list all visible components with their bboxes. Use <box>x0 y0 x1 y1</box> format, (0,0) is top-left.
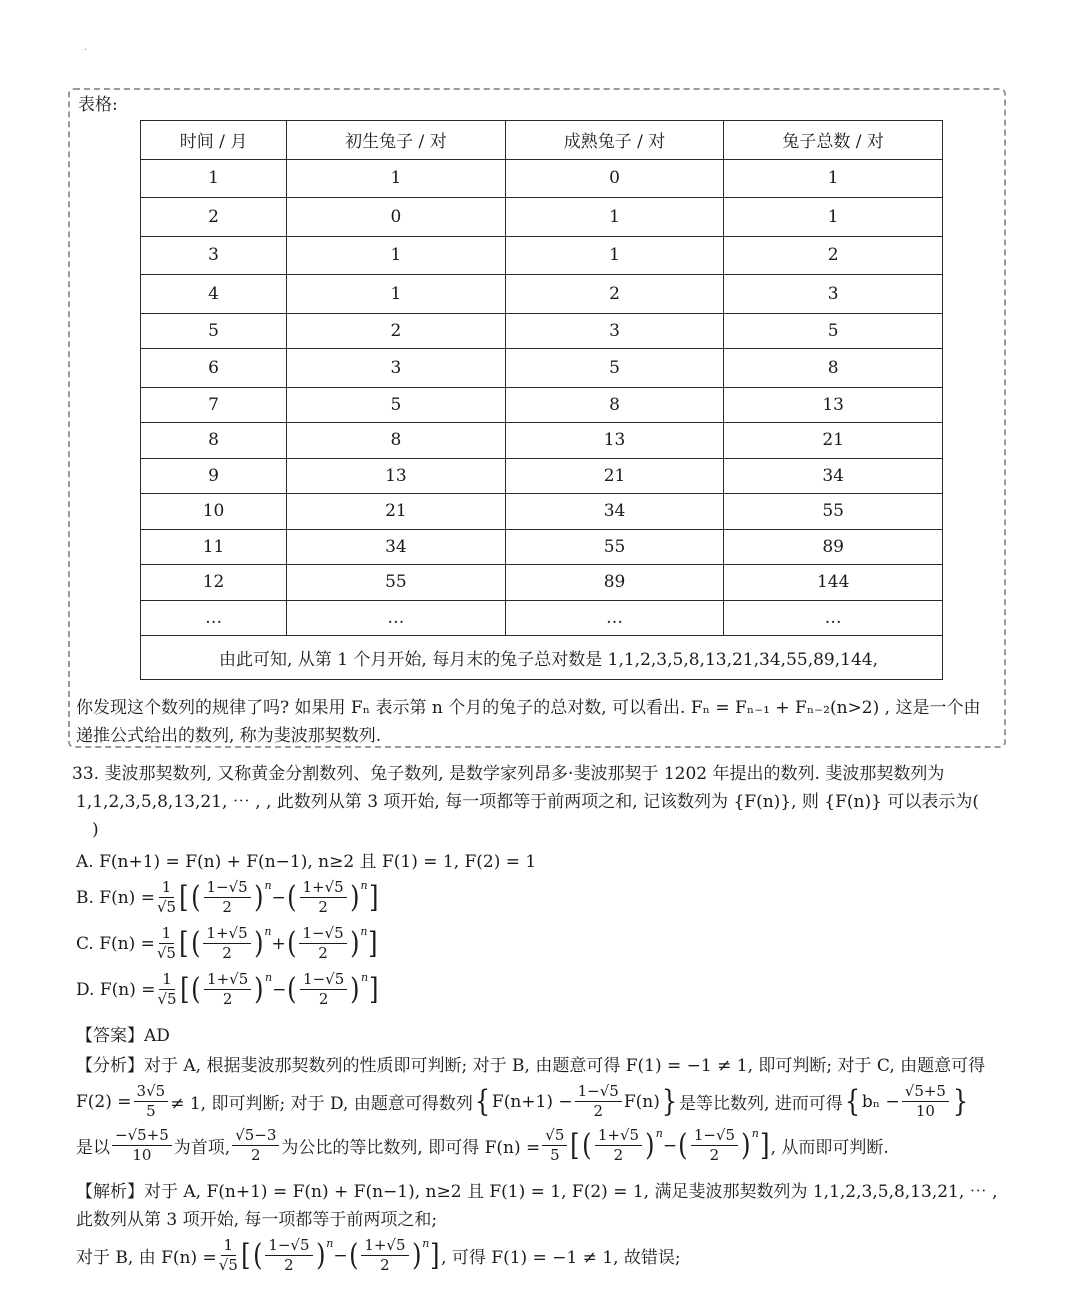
table-cell: 34 <box>287 529 506 565</box>
fraction-numerator: 1 <box>159 926 175 944</box>
analysis-text: F(2) = <box>76 1091 132 1112</box>
table-cell: 1 <box>287 236 506 275</box>
table-cell: 3 <box>505 313 724 349</box>
exponent: n <box>360 971 369 984</box>
fraction-denominator: 2 <box>222 898 232 916</box>
fraction-numerator: √5+5 <box>902 1084 949 1102</box>
analysis-line-1: 【分析】对于 A, 根据斐波那契数列的性质即可判断; 对于 B, 由题意可得 F(1) = −1 ≠ 1, 即可判断; 对于 C, 由题意可得 <box>76 1056 986 1076</box>
table-cell: 34 <box>724 458 943 494</box>
table-cell: 2 <box>724 236 943 275</box>
option-d-prefix: D. F(n) = <box>76 979 156 1000</box>
right-paren: ) <box>315 1237 326 1273</box>
table-cell: 55 <box>505 529 724 565</box>
fraction <box>300 880 347 915</box>
table-row <box>141 423 943 459</box>
right-paren: ) <box>253 925 264 961</box>
analysis-text: bₙ − <box>861 1091 900 1112</box>
table-row <box>141 494 943 530</box>
table-cell: 1 <box>724 198 943 237</box>
right-bracket: ] <box>369 971 379 1007</box>
fraction <box>219 1238 238 1273</box>
fraction-numerator: √5−3 <box>232 1128 279 1146</box>
fraction-numerator: 1−√5 <box>204 880 251 898</box>
left-bracket: [ <box>570 1127 580 1163</box>
table-cell: 21 <box>505 458 724 494</box>
fraction <box>300 972 347 1007</box>
table-cell: 8 <box>724 349 943 388</box>
table-cell: … <box>505 600 724 636</box>
left-brace: { <box>844 1083 860 1119</box>
right-brace: } <box>952 1083 969 1119</box>
table-cell: 3 <box>287 349 506 388</box>
table-cell: 10 <box>141 494 287 530</box>
table-row <box>141 387 943 423</box>
fraction-denominator: √5 <box>156 898 177 916</box>
table-cell: 89 <box>505 565 724 601</box>
fraction-denominator: 2 <box>318 990 329 1008</box>
fraction-numerator: 1+√5 <box>361 1238 408 1256</box>
left-bracket: [ <box>179 925 189 961</box>
right-bracket: ] <box>760 1127 770 1163</box>
fraction-denominator: 2 <box>709 1146 720 1164</box>
fraction-denominator: 5 <box>146 1102 156 1120</box>
left-paren: ( <box>252 1237 263 1273</box>
right-bracket: ] <box>368 879 379 915</box>
exponent: n <box>360 925 368 938</box>
table-cell: 1 <box>505 198 724 237</box>
fraction-denominator: √5 <box>218 1256 238 1274</box>
fraction-denominator: 2 <box>284 1256 294 1274</box>
table-cell: 4 <box>141 275 287 314</box>
table-cell: 21 <box>287 494 506 530</box>
table-cell: 1 <box>287 275 506 314</box>
question-line-1: 33. 斐波那契数列, 又称黄金分割数列、兔子数列, 是数学家列昂多·斐波那契于 1202 年提出的数列. 斐波那契数列为 <box>72 764 945 784</box>
operator: − <box>333 1245 348 1266</box>
exponent: n <box>264 879 272 892</box>
conclusion-line-2: 递推公式给出的数列, 称为斐波那契数列. <box>76 726 382 746</box>
fraction-denominator: 5 <box>550 1146 560 1164</box>
table-cell: 5 <box>141 313 287 349</box>
fraction <box>134 1084 169 1119</box>
solution-line-2: 此数列从第 3 项开始, 每一项都等于前两项之和; <box>76 1210 438 1230</box>
fraction-numerator: √5 <box>542 1128 567 1146</box>
table-row <box>141 600 943 636</box>
table-cell: 21 <box>724 423 943 459</box>
fraction-denominator: 2 <box>318 944 328 962</box>
table-cell: … <box>724 600 943 636</box>
table-label: 表格: <box>78 95 118 115</box>
table-cell: 2 <box>141 198 287 237</box>
table-header-row <box>141 121 943 160</box>
fraction-numerator: 1+√5 <box>204 972 251 990</box>
conclusion-line-1: 你发现这个数列的规律了吗? 如果用 Fₙ 表示第 n 个月的兔子的总对数, 可以看出. Fₙ = Fₙ₋₁ + Fₙ₋₂(n>2) , 这是一个由 <box>76 698 981 718</box>
fraction-numerator: 1+√5 <box>595 1128 642 1146</box>
rabbit-table <box>140 120 943 680</box>
left-paren: ( <box>286 925 297 961</box>
fraction <box>691 1128 738 1163</box>
table-cell: 34 <box>505 494 724 530</box>
left-paren: ( <box>582 1127 592 1163</box>
fraction-numerator: 1 <box>159 972 175 990</box>
right-bracket: ] <box>368 925 378 961</box>
fraction-numerator: 1−√5 <box>299 926 346 944</box>
left-brace: { <box>474 1083 491 1119</box>
fraction <box>112 1128 172 1163</box>
left-bracket: [ <box>241 1237 251 1273</box>
fraction <box>204 880 251 915</box>
table-cell: 7 <box>141 387 287 423</box>
fraction-denominator: 10 <box>132 1146 152 1164</box>
operator: − <box>271 887 286 908</box>
option-c-prefix: C. F(n) = <box>76 933 155 954</box>
fraction <box>299 926 346 961</box>
table-cell: 13 <box>505 423 724 459</box>
fraction-denominator: 2 <box>613 1146 624 1164</box>
table-cell: 3 <box>141 236 287 275</box>
fraction-numerator: 1 <box>221 1238 237 1256</box>
right-paren: ) <box>254 971 264 1007</box>
option-c <box>76 926 379 961</box>
fraction-denominator: √5 <box>156 944 176 962</box>
right-paren: ) <box>349 925 360 961</box>
fraction-denominator: 2 <box>318 898 328 916</box>
table-cell: 9 <box>141 458 287 494</box>
fraction-denominator: 2 <box>222 944 232 962</box>
table-cell: 1 <box>505 236 724 275</box>
left-paren: ( <box>286 879 297 915</box>
right-paren: ) <box>411 1237 422 1273</box>
table-cell: 8 <box>141 423 287 459</box>
table-row <box>141 349 943 388</box>
fraction <box>203 926 250 961</box>
header-cell-newborn: 初生兔子 / 对 <box>287 121 506 160</box>
table-row <box>141 236 943 275</box>
left-paren: ( <box>190 925 201 961</box>
fraction-denominator: 2 <box>251 1146 261 1164</box>
table-cell: 0 <box>287 198 506 237</box>
table-cell: 55 <box>287 565 506 601</box>
table-cell: 11 <box>141 529 287 565</box>
fraction-numerator: 1−√5 <box>691 1128 738 1146</box>
table-cell: 8 <box>287 423 506 459</box>
right-paren: ) <box>349 879 360 915</box>
table-cell: 6 <box>141 349 287 388</box>
table-cell: 5 <box>724 313 943 349</box>
analysis-line-2 <box>76 1084 970 1119</box>
solution-line-3 <box>76 1238 681 1273</box>
fraction-numerator: 3√5 <box>134 1084 169 1102</box>
fraction-denominator: 2 <box>222 990 233 1008</box>
table-row <box>141 198 943 237</box>
fraction <box>232 1128 279 1163</box>
question-line-2: 1,1,2,3,5,8,13,21, ⋯ , , 此数列从第 3 项开始, 每一项都等于前两项之和, 记该数列为 {F(n)}, 则 {F(n)} 可以表示为( <box>76 792 979 812</box>
solution-text: , 可得 F(1) = −1 ≠ 1, 故错误; <box>441 1248 681 1268</box>
header-cell-total: 兔子总数 / 对 <box>724 121 943 160</box>
analysis-text: F(n) <box>623 1091 660 1112</box>
header-cell-month: 时间 / 月 <box>141 121 287 160</box>
table-cell: 1 <box>724 159 943 198</box>
table-cell: 0 <box>505 159 724 198</box>
fraction-numerator: 1+√5 <box>203 926 250 944</box>
fraction-denominator: √5 <box>157 990 177 1008</box>
table-cell: 5 <box>287 387 506 423</box>
table-cell: 13 <box>287 458 506 494</box>
fraction <box>265 1238 312 1273</box>
fraction-denominator: 10 <box>915 1102 935 1120</box>
table-cell: 144 <box>724 565 943 601</box>
table-cell: 1 <box>141 159 287 198</box>
table-row <box>141 458 943 494</box>
analysis-text: F(n+1) − <box>491 1091 573 1112</box>
left-paren: ( <box>190 879 201 915</box>
analysis-text: ≠ 1, 即可判断; 对于 D, 由题意可得数列 <box>170 1094 473 1114</box>
fraction <box>542 1128 567 1163</box>
left-paren: ( <box>678 1127 688 1163</box>
fraction-numerator: 1−√5 <box>575 1084 622 1102</box>
exponent: n <box>264 971 273 984</box>
question-line-3: ) <box>92 820 99 840</box>
solution-text: 对于 B, 由 F(n) = <box>76 1248 217 1268</box>
left-bracket: [ <box>179 971 190 1007</box>
exponent: n <box>655 1127 663 1140</box>
option-b <box>76 880 379 915</box>
left-bracket: [ <box>179 879 189 915</box>
analysis-text: 为首项, <box>173 1138 231 1158</box>
table-cell: 1 <box>287 159 506 198</box>
fraction-denominator: 2 <box>593 1102 604 1120</box>
fraction <box>575 1084 622 1119</box>
operator: + <box>271 933 286 954</box>
operator: − <box>272 979 287 1000</box>
fraction-numerator: −√5+5 <box>112 1128 172 1146</box>
fraction <box>157 880 176 915</box>
exponent: n <box>422 1237 430 1250</box>
right-paren: ) <box>253 879 264 915</box>
table-cell: 2 <box>505 275 724 314</box>
right-paren: ) <box>645 1127 655 1163</box>
exponent: n <box>360 879 368 892</box>
table-cell: 2 <box>287 313 506 349</box>
table-cell: 5 <box>505 349 724 388</box>
table-cell: 12 <box>141 565 287 601</box>
right-bracket: ] <box>430 1237 440 1273</box>
operator: − <box>662 1135 678 1156</box>
header-cell-mature: 成熟兔子 / 对 <box>505 121 724 160</box>
fraction <box>595 1128 642 1163</box>
table-summary-cell: 由此可知, 从第 1 个月开始, 每月末的兔子总对数是 1,1,2,3,5,8,13,21,34,55,89,144, <box>141 636 943 680</box>
fraction <box>204 972 251 1007</box>
table-summary-row <box>141 636 943 680</box>
table-row <box>141 313 943 349</box>
analysis-line-3 <box>76 1128 889 1163</box>
option-d <box>76 972 380 1007</box>
right-paren: ) <box>350 971 360 1007</box>
option-a: A. F(n+1) = F(n) + F(n−1), n≥2 且 F(1) = 1, F(2) = 1 <box>76 852 537 872</box>
analysis-text: 是以 <box>76 1138 110 1158</box>
table-cell: 55 <box>724 494 943 530</box>
fraction-numerator: 1−√5 <box>300 972 347 990</box>
fraction-numerator: 1−√5 <box>265 1238 312 1256</box>
option-b-prefix: B. F(n) = <box>76 887 155 908</box>
table-row <box>141 159 943 198</box>
left-paren: ( <box>191 971 201 1007</box>
fraction-numerator: 1+√5 <box>300 880 347 898</box>
table-cell: 89 <box>724 529 943 565</box>
right-brace: } <box>661 1083 678 1119</box>
fraction-denominator: 2 <box>380 1256 390 1274</box>
corner-dot: . <box>84 42 88 53</box>
analysis-text: , 从而即可判断. <box>770 1138 889 1158</box>
left-paren: ( <box>287 971 297 1007</box>
exponent: n <box>326 1237 334 1250</box>
left-paren: ( <box>348 1237 359 1273</box>
fraction <box>157 926 176 961</box>
fraction <box>158 972 177 1007</box>
solution-line-1: 【解析】对于 A, F(n+1) = F(n) + F(n−1), n≥2 且 F(1) = 1, F(2) = 1, 满足斐波那契数列为 1,1,2,3,5,8,13,21, ⋯ , <box>76 1182 998 1202</box>
fraction-numerator: 1 <box>159 880 175 898</box>
answer-line: 【答案】AD <box>76 1026 170 1046</box>
analysis-text: 为公比的等比数列, 即可得 F(n) = <box>281 1138 541 1158</box>
analysis-text: 是等比数列, 进而可得 <box>678 1094 843 1114</box>
exponent: n <box>264 925 272 938</box>
table-cell: … <box>287 600 506 636</box>
table-cell: 13 <box>724 387 943 423</box>
fraction <box>361 1238 408 1273</box>
table-cell: 3 <box>724 275 943 314</box>
exponent: n <box>751 1127 759 1140</box>
table-cell: … <box>141 600 287 636</box>
fraction <box>902 1084 949 1119</box>
table-row <box>141 529 943 565</box>
table-cell: 8 <box>505 387 724 423</box>
table-row <box>141 565 943 601</box>
right-paren: ) <box>741 1127 751 1163</box>
table-row <box>141 275 943 314</box>
